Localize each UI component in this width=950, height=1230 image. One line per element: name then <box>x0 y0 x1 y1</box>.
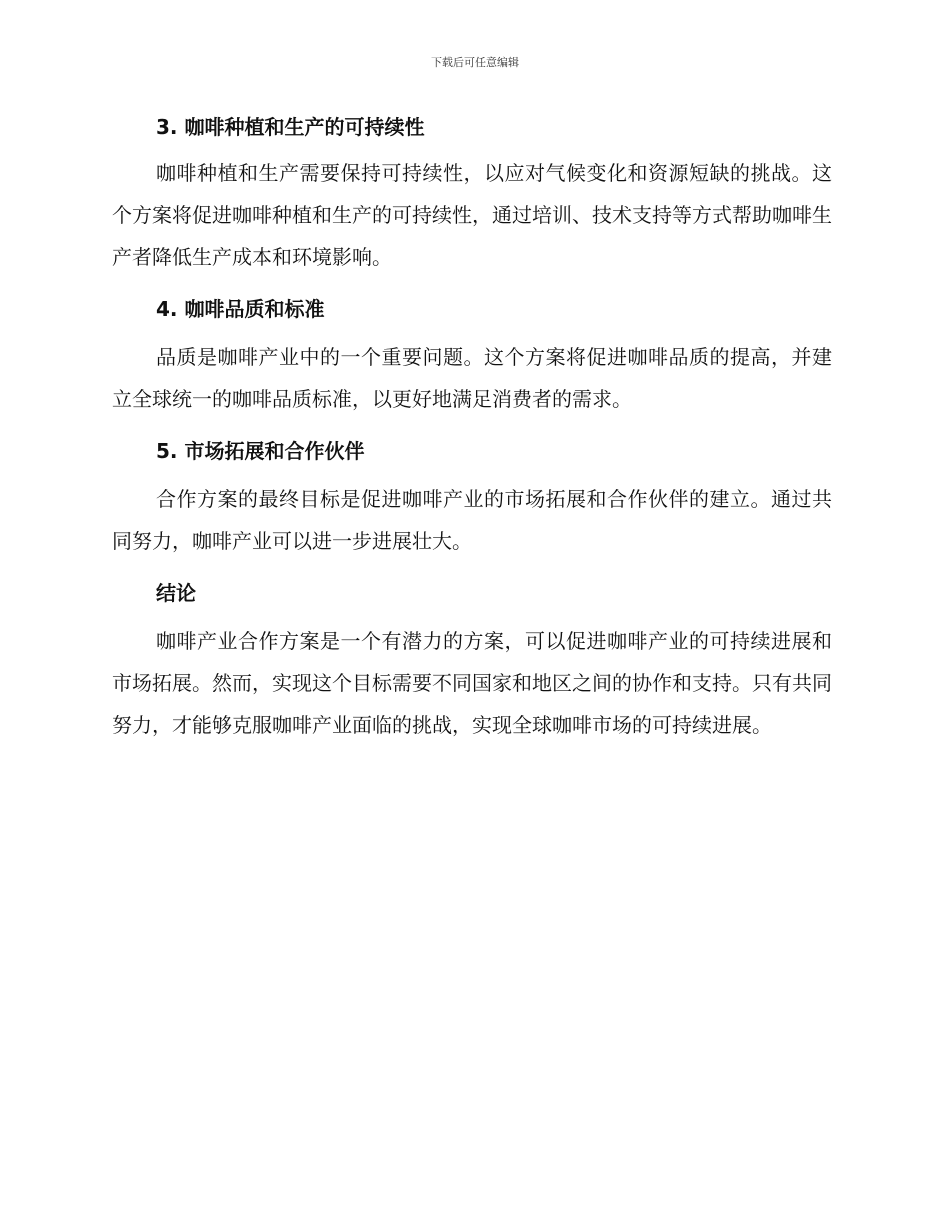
header-note: 下载后可任意编辑 <box>431 56 519 69</box>
section-body-quality: 品质是咖啡产业中的一个重要问题。这个方案将促进咖啡品质的提高，并建立全球统一的咖啡品质标准，以更好地满足消费者的需求。 <box>112 345 832 411</box>
document-body <box>112 112 832 746</box>
section-body-market: 合作方案的最终目标是促进咖啡产业的市场拓展和合作伙伴的建立。通过共同努力，咖啡产业可以进一步进展壮大。 <box>112 487 832 553</box>
section-heading-sustainability: 3. 咖啡种植和生产的可持续性 <box>156 115 425 139</box>
section-heading-quality: 4. 咖啡品质和标准 <box>156 297 325 321</box>
section-heading-conclusion: 结论 <box>156 581 196 605</box>
section-body-sustainability: 咖啡种植和生产需要保持可持续性，以应对气候变化和资源短缺的挑战。这个方案将促进咖啡种植和生产的可持续性，通过培训、技术支持等方式帮助咖啡生产者降低生产成本和环境影响。 <box>112 161 832 269</box>
section-body-conclusion: 咖啡产业合作方案是一个有潜力的方案，可以促进咖啡产业的可持续进展和市场拓展。然而，实现这个目标需要不同国家和地区之间的协作和支持。只有共同努力，才能够克服咖啡产业面临的挑战，实现全球咖啡市场的可持续进展。 <box>112 629 832 737</box>
section-heading-market: 5. 市场拓展和合作伙伴 <box>156 439 365 463</box>
